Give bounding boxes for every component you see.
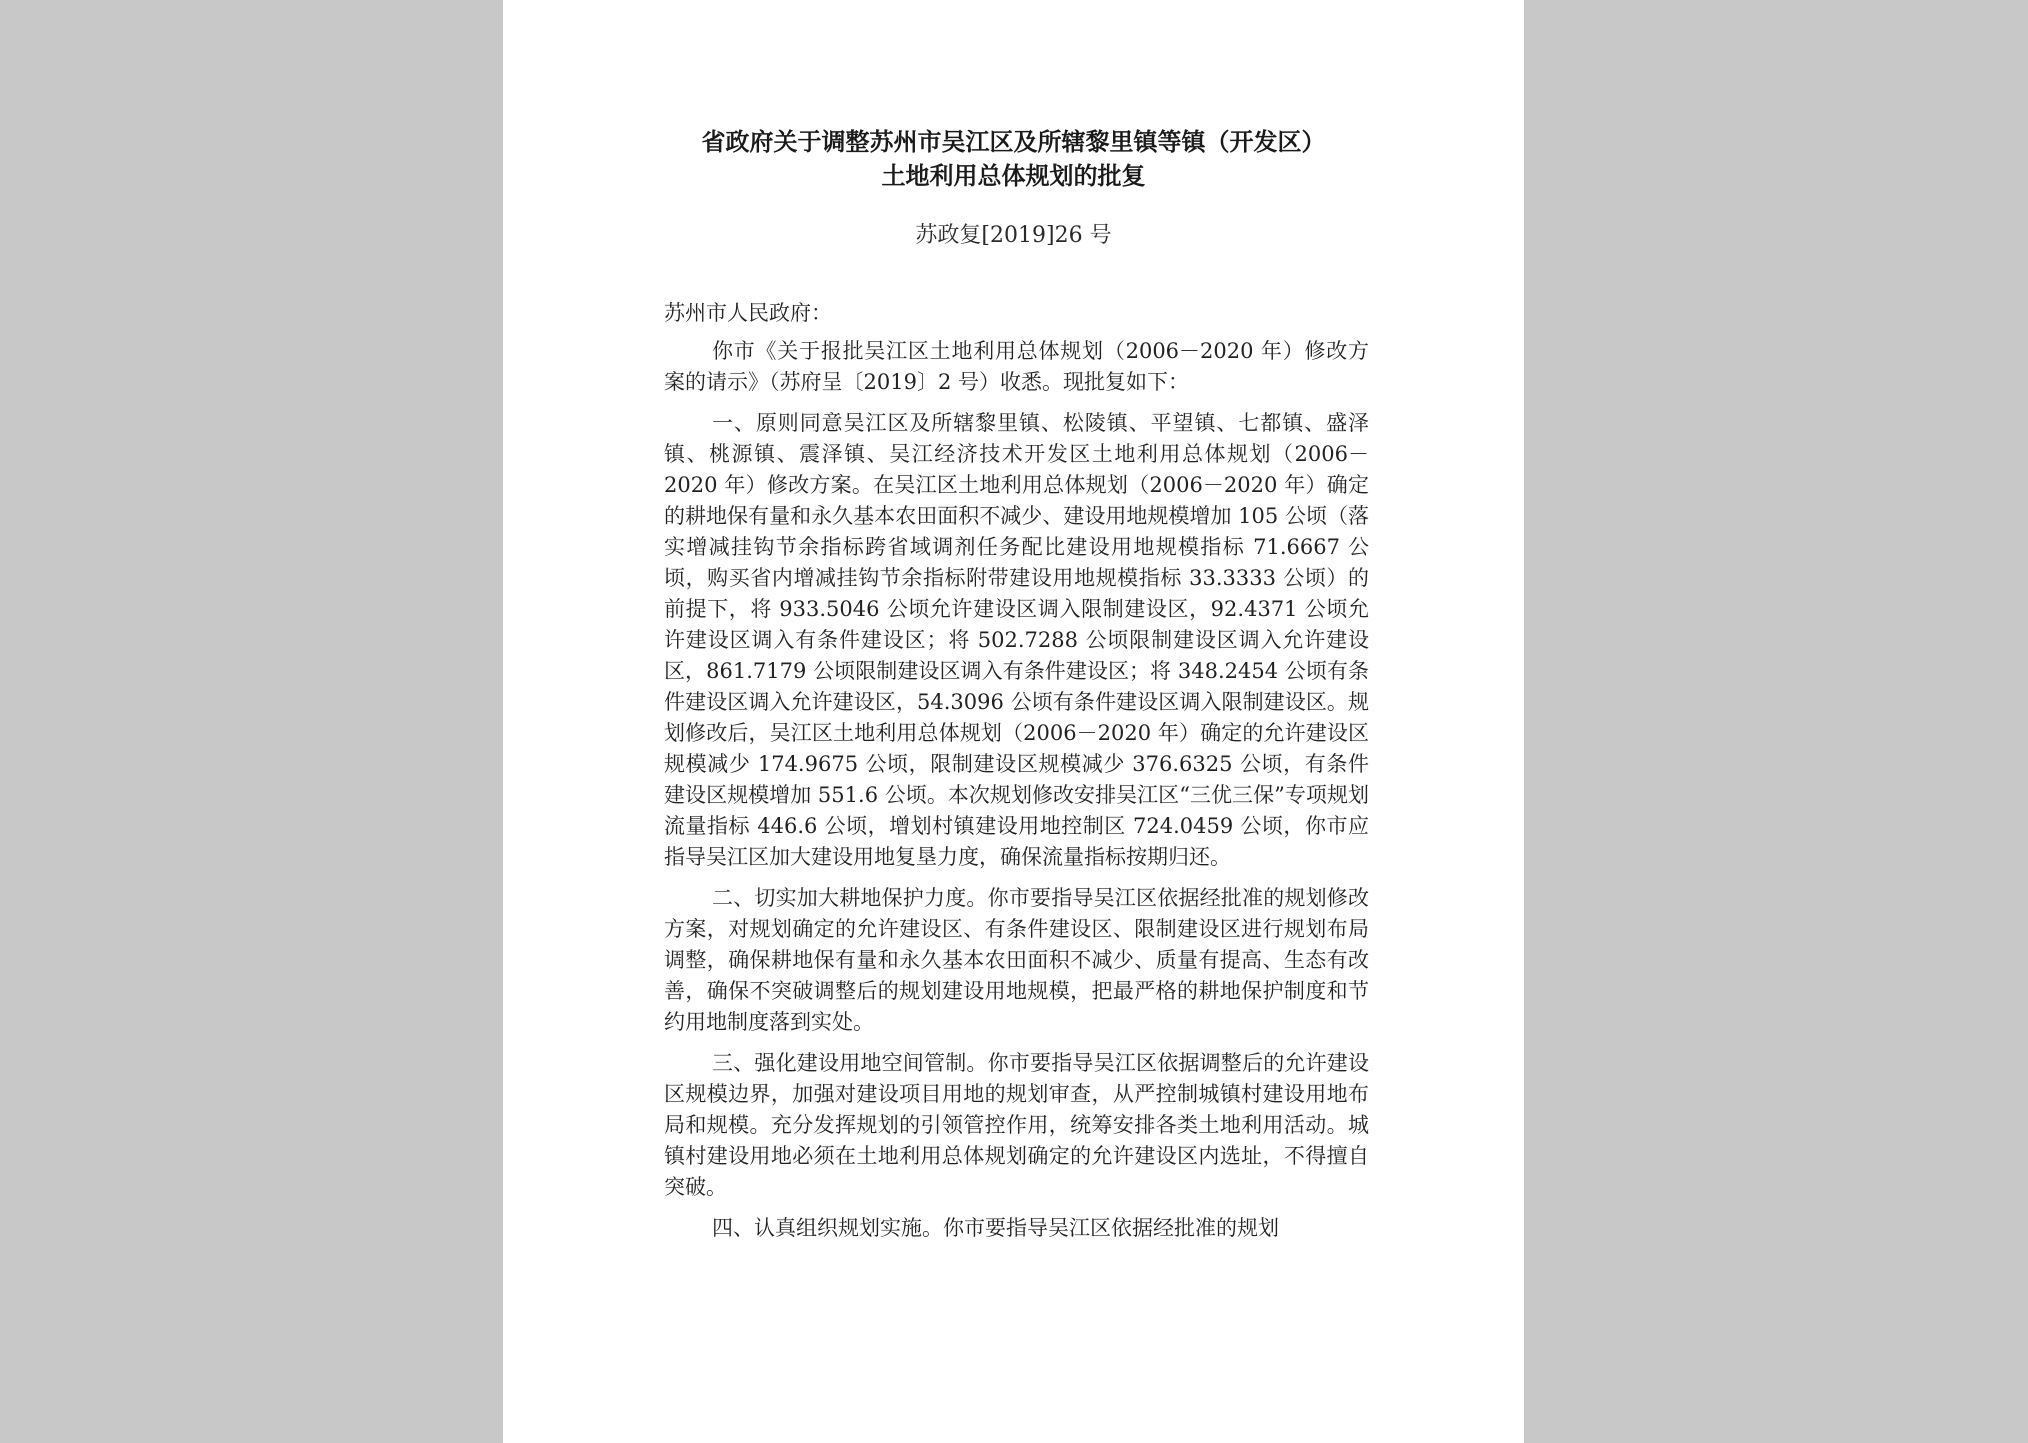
document-body [664, 336, 1369, 1254]
document-title-line1: 省政府关于调整苏州市吴江区及所辖黎里镇等镇（开发区） [701, 127, 1326, 156]
paragraph-item-3: 三、强化建设用地空间管制。你市要指导吴江区依据调整后的允许建设区规模边界，加强对建设项目用地的规划审查，从严控制城镇村建设用地布局和规模。充分发挥规划的引领管控作用，统筹安排各类土地利用活动。城镇村建设用地必须在土地利用总体规划确定的允许建设区内选址，不得擅自突破。 [664, 1051, 1369, 1199]
paragraph-item-4: 四、认真组织规划实施。你市要指导吴江区依据经批准的规划 [712, 1216, 1279, 1240]
paragraph-item-2: 二、切实加大耕地保护力度。你市要指导吴江区依据经批准的规划修改方案，对规划确定的允许建设区、有条件建设区、限制建设区进行规划布局调整，确保耕地保有量和永久基本农田面积不减少、质量有提高、生态有改善，确保不突破调整后的规划建设用地规模，把最严格的耕地保护制度和节约用地制度落到实处。 [664, 886, 1369, 1034]
addressee: 苏州市人民政府： [664, 301, 832, 325]
document-page [503, 0, 1524, 1443]
paragraph-item-1: 一、原则同意吴江区及所辖黎里镇、松陵镇、平望镇、七都镇、盛泽镇、桃源镇、震泽镇、吴江经济技术开发区土地利用总体规划（2006－2020 年）修改方案。在吴江区土地利用总体规划（2006－2020 年）确定的耕地保有量和永久基本农田面积不减少、建设用地规模增加 105 公顷（落实增减挂钩节余指标跨省域调剂任务配比建设用地规模指标 71.6667 公顷，购买省内增减挂钩节余指标附带建设用地规模指标 33.3333 公顷）的前提下，将 933.5046 公顷允许建设区调入限制建设区，92.4371 公顷允许建设区调入有条件建设区；将 502.7288 公顷限制建设区调入允许建设区，861.7179 公顷限制建设区调入有条件建设区；将 348.2454 公顷有条件建设区调入允许建设区，54.3096 公顷有条件建设区调入限制建设区。规划修改后，吴江区土地利用总体规划（2006－2020 年）确定的允许建设区规模减少 174.9675 公顷，限制建设区规模减少 376.6325 公顷，有条件建设区规模增加 551.6 公顷。本次规划修改安排吴江区“三优三保”专项规划流量指标 446.6 公顷，增划村镇建设用地控制区 724.0459 公顷，你市应指导吴江区加大建设用地复垦力度，确保流量指标按期归还。 [664, 411, 1369, 869]
paragraph-reply-intro: 你市《关于报批吴江区土地利用总体规划（2006－2020 年）修改方案的请示》（苏府呈〔2019〕2 号）收悉。现批复如下： [664, 339, 1369, 394]
document-title-line2: 土地利用总体规划的批复 [881, 161, 1146, 190]
document-number: 苏政复[2019]26 号 [915, 223, 1112, 248]
